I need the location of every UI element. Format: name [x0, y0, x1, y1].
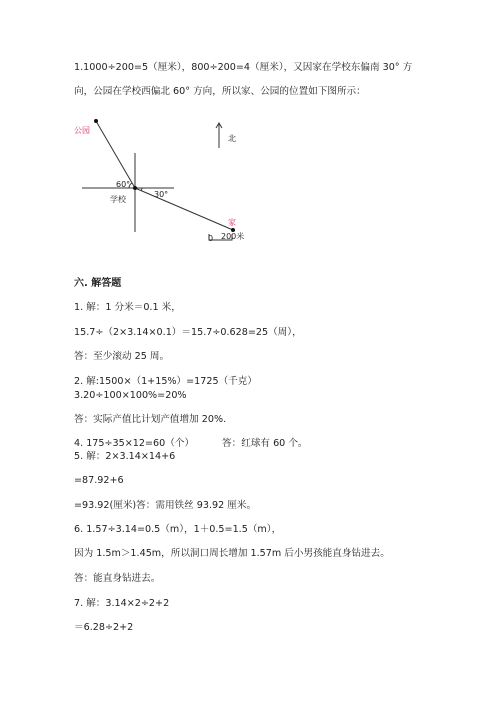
- answer-1-line-2: 15.7÷（2×3.14×0.1）＝15.7÷0.628=25（周），: [74, 327, 302, 338]
- school-to-home-line: [135, 188, 233, 230]
- school-label: 学校: [110, 195, 126, 204]
- answer-4-line: [74, 438, 308, 450]
- school-point: [133, 186, 137, 190]
- north-label: 北: [228, 134, 236, 143]
- answer-5-line-2: =87.92+6: [74, 475, 124, 486]
- scale-zero-label: 0: [208, 234, 214, 243]
- answer-2-line-2: 3.20÷100×100%=20%: [74, 390, 187, 401]
- intro-line-2: 向，公园在学校西偏北 60° 方向，所以家、公园的位置如下图所示：: [74, 86, 366, 97]
- answer-7-line-1: 7. 解：3.14×2÷2+2: [74, 598, 170, 609]
- intro-line-1: 1.1000÷200=5（厘米），800÷200=4（厘米），又因家在学校东偏南 30° 方: [74, 62, 413, 73]
- answer-5-line-1: 5. 解：2×3.14×14+6: [74, 451, 176, 462]
- park-to-school-line: [96, 121, 135, 188]
- answer-2-line-3: 答：实际产值比计划产值增加 20%.: [74, 414, 227, 425]
- answer-4-conclusion: 答：红球有 60 个。: [222, 438, 308, 449]
- answer-1-line-3: 答：至少滚动 25 周。: [74, 351, 170, 362]
- park-point: [94, 119, 98, 123]
- answer-7-line-2: ＝6.28÷2+2: [74, 622, 134, 633]
- angle-30-label: 30°: [154, 190, 169, 199]
- park-label: 公园: [74, 126, 90, 135]
- scale-distance-label: 200米: [221, 232, 245, 241]
- answer-6-line-2: 因为 1.5m＞1.45m，所以洞口周长增加 1.57m 后小男孩能直身钻进去。: [74, 548, 390, 559]
- answer-6-line-3: 答：能直身钻进去。: [74, 573, 161, 584]
- answer-2-line-1: 2. 解:1500×（1+15%）=1725（千克）: [74, 376, 257, 387]
- answer-5-line-3: =93.92(厘米)答：需用铁丝 93.92 厘米。: [74, 500, 257, 511]
- answer-6-line-1: 6. 1.57÷3.14=0.5（m），1＋0.5=1.5（m），: [74, 524, 282, 535]
- home-label: 家: [228, 218, 236, 227]
- answer-1-line-1: 1. 解：1 分米＝0.1 米，: [74, 302, 181, 313]
- answer-4-calculation: 4. 175÷35×12=60（个）: [74, 438, 195, 449]
- location-diagram: [70, 108, 270, 248]
- diagram-svg: [70, 108, 270, 248]
- angle-60-label: 60°: [116, 180, 131, 189]
- section-title: 六. 解答题: [74, 278, 122, 289]
